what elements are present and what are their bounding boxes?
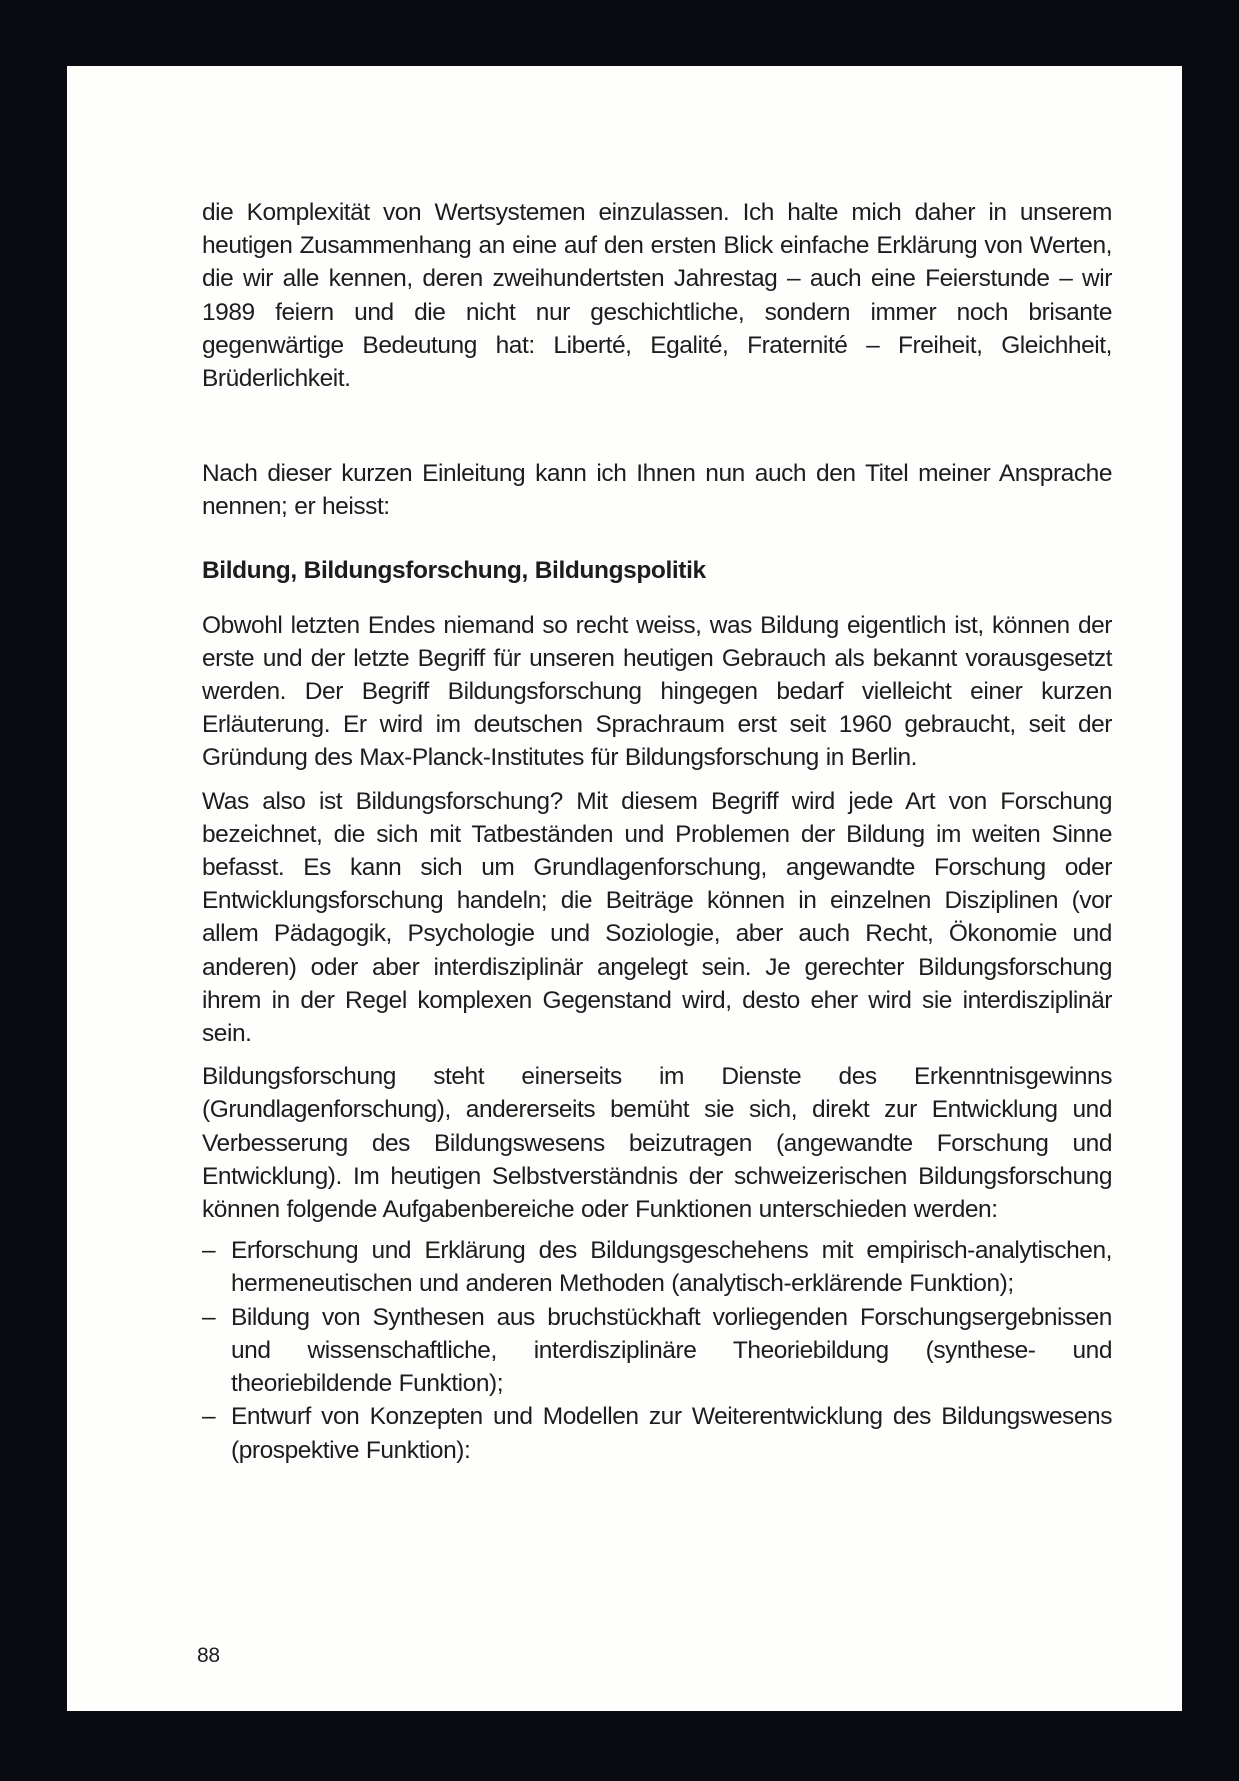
- paragraph-intro-values: die Komplexität von Wertsystemen einzulassen. Ich halte mich daher in unserem heutigen Zusammenhang an eine auf den ersten Blick einfache Erklärung von Werten, die wir alle kennen, deren zweihundertsten Jahrestag – auch eine Feierstunde – wir 1989 feiern und die nicht nur geschichtliche, sondern immer noch brisante gegenwärtige Bedeutung hat: Liberté, Egalité, Fraternité – Freiheit, Gleichheit, Brüderlichkeit.: [202, 199, 1112, 393]
- section-heading: Bildung, Bildungsforschung, Bildungspolitik: [202, 556, 706, 584]
- paragraph-title-announcement: Nach dieser kurzen Einleitung kann ich Ihnen nun auch den Titel meiner Ansprache nennen; er heisst:: [202, 460, 1112, 521]
- paragraph-definition: Obwohl letzten Endes niemand so recht weiss, was Bildung eigentlich ist, können der erste und der letzte Begriff für unseren heutigen Gebrauch als bekannt vorausgesetzt werden. Der Begriff Bildungsforschung hingegen bedarf vielleicht einer kurzen Erläuterung. Er wird im deutschen Sprachraum erst seit 1960 gebraucht, seit der Gründung des Max-Planck-Institutes für Bildungsforschung in Berlin.: [202, 611, 1112, 772]
- document-page: [67, 66, 1182, 1711]
- text-column: [202, 196, 1112, 1467]
- list-item-text: Entwurf von Konzepten und Modellen zur Weiterentwicklung des Bildungswesens (prospektive Funktion):: [231, 1403, 1112, 1464]
- dash-bullet-icon: –: [202, 1303, 216, 1331]
- paragraph-what-is-research: Was also ist Bildungsforschung? Mit diesem Begriff wird jede Art von Forschung bezeichnet, die sich mit Tatbeständen und Problemen der Bildung im weiten Sinne befasst. Es kann sich um Grundlagenforschung, angewandte Forschung oder Entwicklungsforschung handeln; die Beiträge können in einzelnen Disziplinen (vor allem Pädagogik, Psychologie und Soziologie, aber auch Recht, Ökonomie und anderen) oder aber interdisziplinär angelegt sein. Je gerechter Bildungsforschung ihrem in der Regel komplexen Gegenstand wird, desto eher wird sie interdisziplinär sein.: [202, 787, 1112, 1048]
- dash-bullet-icon: –: [202, 1237, 216, 1265]
- list-item-text: Bildung von Synthesen aus bruchstückhaft vorliegenden Forschungsergebnissen und wissenschaftliche, interdisziplinäre Theoriebildung (synthese- und theoriebildende Funktion);: [231, 1303, 1112, 1398]
- list-item: [202, 1234, 1112, 1300]
- page-number: 88: [197, 1644, 220, 1667]
- dash-bullet-icon: –: [202, 1403, 216, 1431]
- list-item: [202, 1400, 1112, 1466]
- paragraph-functions-intro: Bildungsforschung steht einerseits im Dienste des Erkenntnisgewinns (Grundlagenforschung), andererseits bemüht sie sich, direkt zur Entwicklung und Verbesserung des Bildungswesens beizutragen (angewandte Forschung und Entwicklung). Im heutigen Selbstverständnis der schweizerischen Bildungsforschung können folgende Aufgabenbereiche oder Funktionen unterschieden werden:: [202, 1063, 1112, 1224]
- functions-list: [202, 1234, 1112, 1466]
- list-item: [202, 1301, 1112, 1401]
- list-item-text: Erforschung und Erklärung des Bildungsgeschehens mit empirisch-analytischen, hermeneutischen und anderen Methoden (analytisch-erklärende Funktion);: [231, 1237, 1112, 1298]
